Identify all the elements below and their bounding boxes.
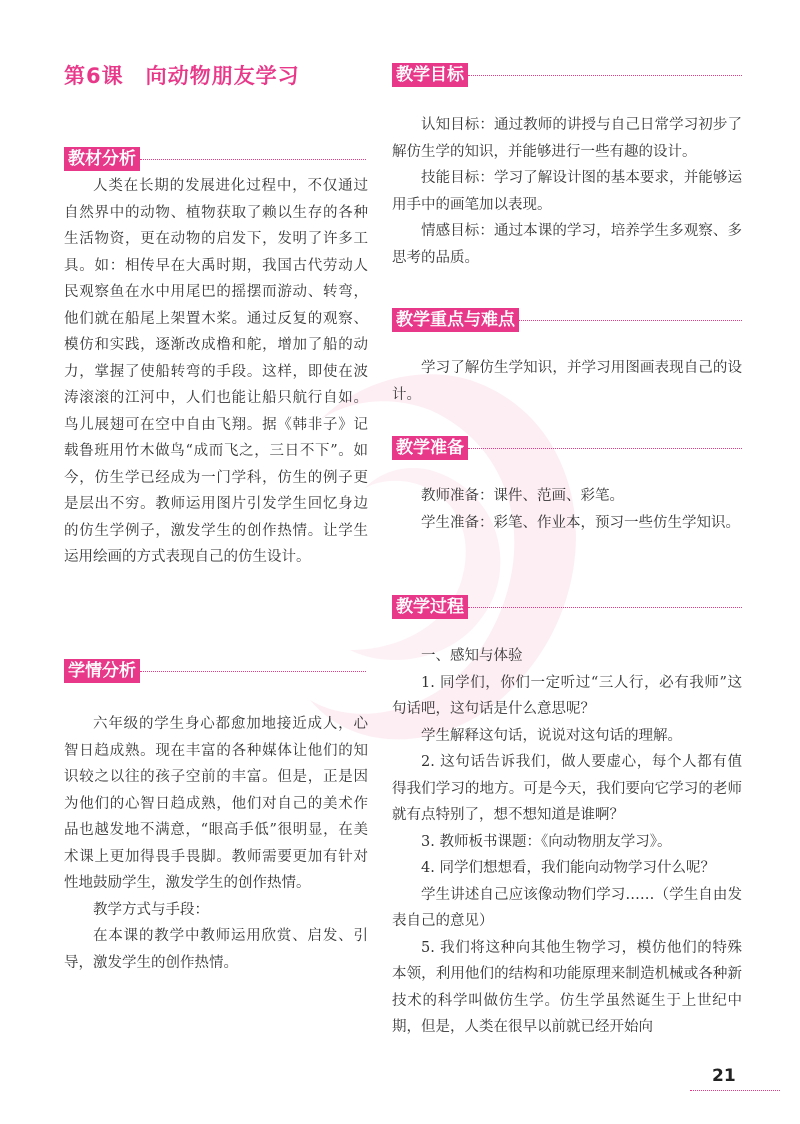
page-number: 21 — [712, 1066, 736, 1086]
paragraph: 人类在长期的发展进化过程中，不仅通过自然界中的动物、植物获取了赖以生存的各种生活物资，更在动物的启发下，发明了许多工具。如：相传早在大禹时期，我国古代劳动人民观察鱼在水中用尾巴的摇摆而游动、转弯，他们就在船尾上架置木桨。通过反复的观察、模仿和实践，逐渐改成橹和舵，增加了船的动力，掌握了使船转弯的手段。这样，即使在波涛滚滚的江河中，人们也能让船只航行自如。鸟儿展翅可在空中自由飞翔。据《韩非子》记载鲁班用竹木做鸟“成而飞之，三日不下”。如今，仿生学已经成为一门学科，仿生的例子更是层出不穷。教师运用图片引发学生回忆身边的仿生学例子，激发学生的创作热情。让学生运用绘画的方式表现自己的仿生设计。 — [64, 178, 368, 565]
paragraph: 学生讲述自己应该像动物们学习……（学生自由发表自己的意见） — [392, 886, 742, 929]
key-points-body — [392, 355, 742, 408]
paragraph: 教学方式与手段： — [93, 901, 209, 918]
paragraph: 5. 我们将这种向其他生物学习，模仿他们的特殊本领，利用他们的结构和功能原理来制造机械或各种新技术的科学叫做仿生学。仿生学虽然诞生于上世纪中期，但是，人类在很早以前就已经开始向 — [392, 939, 742, 1035]
paragraph: 技能目标：学习了解设计图的基本要求，并能够运用手中的画笔加以表现。 — [392, 170, 742, 213]
section-divider — [468, 448, 742, 449]
teaching-process-body — [392, 643, 742, 1041]
section-header-preparation — [392, 435, 742, 461]
section-title: 学情分析 — [64, 659, 140, 683]
section-title: 教学重点与难点 — [392, 308, 519, 332]
section-divider — [140, 671, 366, 672]
paragraph: 3. 教师板书课题：《向动物朋友学习》。 — [421, 833, 672, 850]
textbook-analysis-body — [64, 173, 368, 571]
paragraph: 一、感知与体验 — [421, 648, 523, 664]
lesson-title: 第6课 向动物朋友学习 — [64, 64, 300, 88]
page-number-rule — [690, 1090, 780, 1091]
paragraph: 情感目标：通过本课的学习，培养学生多观察、多思考的品质。 — [392, 223, 742, 266]
section-title: 教学过程 — [392, 595, 468, 619]
section-header-key-points — [392, 307, 742, 333]
section-header-teaching-goals — [392, 62, 742, 88]
paragraph: 教师准备：课件、范画、彩笔。 — [421, 488, 624, 504]
paragraph: 1. 同学们，你们一定听过“三人行，必有我师”这句话吧，这句话是什么意思呢？ — [392, 674, 742, 717]
paragraph: 2. 这句话告诉我们，做人要虚心，每个人都有值得我们学习的地方。可是今天，我们要向它学习的老师就有点特别了，想不想知道是谁啊？ — [392, 754, 742, 823]
paragraph: 在本课的教学中教师运用欣赏、启发、引导，激发学生的创作热情。 — [64, 928, 368, 971]
paragraph: 学生准备：彩笔、作业本，预习一些仿生学知识。 — [421, 514, 740, 531]
paragraph: 学生解释这句话，说说对这句话的理解。 — [421, 727, 682, 744]
section-title: 教学准备 — [392, 436, 468, 460]
paragraph: 认知目标：通过教师的讲授与自己日常学习初步了解仿生学的知识，并能够进行一些有趣的设计。 — [392, 117, 742, 160]
section-divider — [468, 607, 742, 608]
paragraph: 学习了解仿生学知识，并学习用图画表现自己的设计。 — [392, 360, 742, 403]
section-divider — [140, 159, 366, 160]
preparation-body — [392, 483, 742, 536]
section-title: 教材分析 — [64, 147, 140, 171]
section-header-learner-analysis — [64, 658, 366, 684]
section-header-textbook-analysis — [64, 146, 366, 172]
paragraph: 4. 同学们想想看，我们能向动物学习什么呢？ — [421, 860, 715, 876]
section-divider — [468, 75, 742, 76]
section-title: 教学目标 — [392, 63, 468, 87]
teaching-goals-body — [392, 112, 742, 271]
paragraph: 六年级的学生身心都愈加地接近成人，心智日趋成熟。现在丰富的各种媒体让他们的知识较之以往的孩子空前的丰富。但是，正是因为他们的心智日趋成熟，他们对自己的美术作品也越发地不满意，“眼高手低”很明显，在美术课上更加得畏手畏脚。教师需要更加有针对性地鼓励学生，激发学生的创作热情。 — [64, 716, 368, 891]
section-header-teaching-process — [392, 594, 742, 620]
learner-analysis-body — [64, 711, 368, 976]
section-divider — [519, 320, 742, 321]
